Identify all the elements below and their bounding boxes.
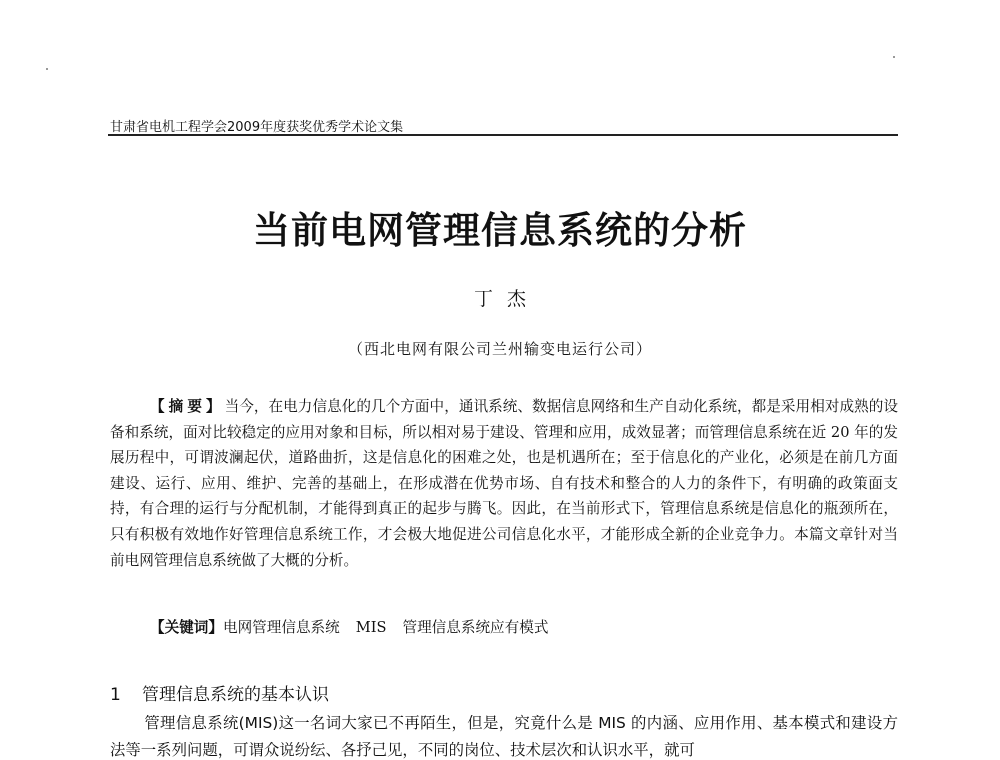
body-paragraph (110, 710, 898, 760)
abstract-text: 当今，在电力信息化的几个方面中，通讯系统、数据信息网络和生产自动化系统，都是采用相对成熟的设备和系统，面对比较稳定的应用对象和目标，所以相对易于建设、管理和应用，成效显著；而管理信息系统在近 20 年的发展历程中，可谓波澜起伏，道路曲折，这是信息化的困难之处，也是机遇所在；至于信息化的产业化，必须是在前几方面建设、运行、应用、维护、完善的基础上，在形成潜在优势市场、自有技术和整合的人力的条件下，有明确的政策面支持，有合理的运行与分配机制，才能得到真正的起步与腾飞。因此，在当前形式下，管理信息系统是信息化的瓶颈所在，只有积极有效地作好管理信息系统工作，才会极大地促进公司信息化水平，才能形成全新的企业竞争力。本篇文章针对当前电网管理信息系统做了大概的分析。 (110, 398, 898, 569)
keywords-label: 【关键词】 (150, 619, 223, 636)
section-heading (110, 680, 329, 705)
keyword-item: 电网管理信息系统 (222, 619, 340, 636)
body-paragraph-text: 管理信息系统(MIS)这一名词大家已不再陌生，但是，究竟什么是 MIS 的内涵、应用作用、基本模式和建设方法等一系列问题，可谓众说纷纭、各抒己见，不同的岗位、技术层次和认识水平，就可 (110, 714, 898, 759)
scan-speck (46, 68, 48, 70)
paper-title: 当前电网管理信息系统的分析 (253, 208, 747, 252)
abstract (110, 394, 898, 573)
running-header: 甘肃省电机工程学会2009年度获奖优秀学术论文集 (110, 120, 404, 135)
keywords (110, 615, 898, 640)
header-rule (108, 134, 898, 136)
keyword-item: 管理信息系统应有模式 (402, 619, 549, 636)
section-number: 1 (110, 685, 121, 705)
abstract-label: 【摘要】 (150, 398, 225, 415)
keyword-item: MIS (355, 619, 387, 636)
scan-speck (893, 56, 895, 58)
author-affiliation: （西北电网有限公司兰州输变电运行公司） (347, 340, 652, 358)
section-title: 管理信息系统的基本认识 (142, 685, 329, 705)
author-name: 丁杰 (473, 288, 540, 310)
